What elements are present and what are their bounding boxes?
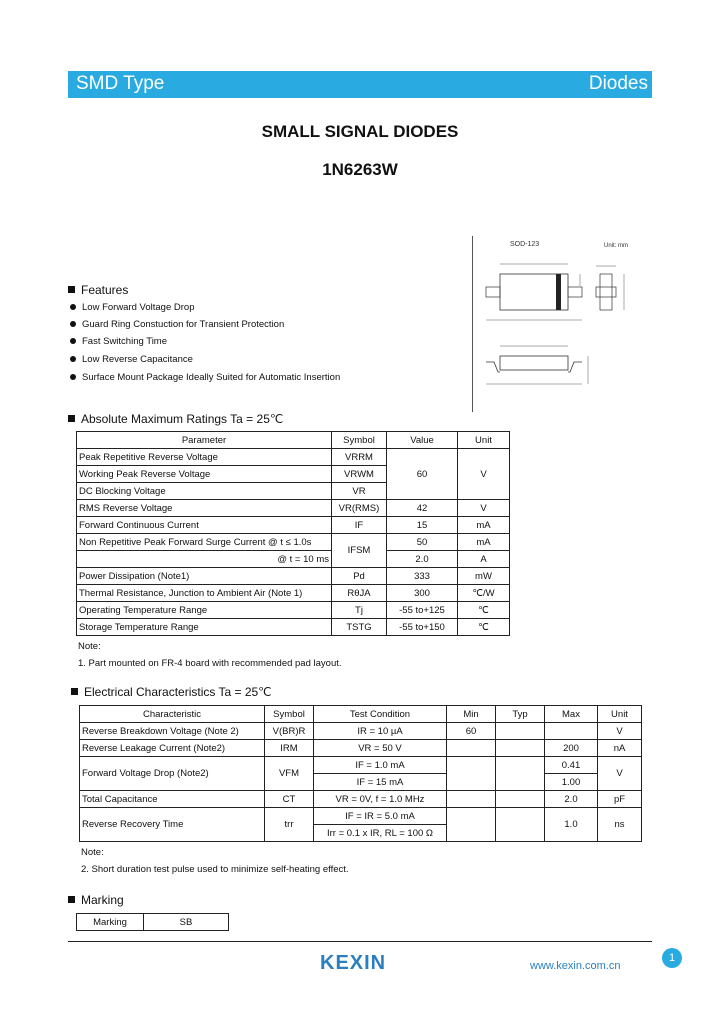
table-row: RMS Reverse Voltage VR(RMS) 42 V xyxy=(77,500,510,517)
col-symbol: Symbol xyxy=(265,706,314,723)
note-label: Note: xyxy=(81,847,104,858)
feature-item: Guard Ring Constuction for Transient Protection xyxy=(70,319,284,330)
table-row: Non Repetitive Peak Forward Surge Current @ t ≤ 1.0s IFSM 50 mA xyxy=(77,534,510,551)
table-row: Reverse Recovery Time trr IF = IR = 5.0 mA 1.0 ns xyxy=(80,808,642,825)
table-row: Thermal Resistance, Junction to Ambient Air (Note 1) RθJA 300 ℃/W xyxy=(77,585,510,602)
col-unit: Unit xyxy=(458,432,510,449)
header-bar xyxy=(68,71,652,98)
kexin-logo: KEXIN xyxy=(320,952,387,974)
bullet-square-icon xyxy=(68,415,75,422)
table-row: Power Dissipation (Note1) Pd 333 mW xyxy=(77,568,510,585)
table-header-row xyxy=(80,706,642,723)
bullet-square-icon xyxy=(71,688,78,695)
table-row: DC Blocking Voltage VR xyxy=(77,483,510,500)
package-units: Unit: mm xyxy=(604,243,628,249)
page-number: 1 xyxy=(662,948,682,968)
note-2: 2. Short duration test pulse used to minimize self-heating effect. xyxy=(81,864,349,875)
table-row: Peak Repetitive Reverse Voltage VRRM 60 V xyxy=(77,449,510,466)
table-row: Reverse Leakage Current (Note2) IRM VR = 50 V 200 nA xyxy=(80,740,642,757)
feature-item: Surface Mount Package Ideally Suited for Automatic Insertion xyxy=(70,372,340,383)
bullet-square-icon xyxy=(68,286,75,293)
feature-item: Fast Switching Time xyxy=(70,336,167,347)
table-row: Reverse Breakdown Voltage (Note 2) V(BR)R IR = 10 µA 60 V xyxy=(80,723,642,740)
bullet-dot-icon xyxy=(70,338,76,344)
drawing-divider xyxy=(472,236,473,412)
bullet-dot-icon xyxy=(70,374,76,380)
table-row: Storage Temperature Range TSTG -55 to+150 ℃ xyxy=(77,619,510,636)
table-row: Marking SB xyxy=(77,914,229,931)
bullet-dot-icon xyxy=(70,356,76,362)
table-row: Forward Continuous Current IF 15 mA xyxy=(77,517,510,534)
col-symbol: Symbol xyxy=(332,432,387,449)
table-row: Irr = 0.1 x IR, RL = 100 Ω xyxy=(80,825,642,842)
features-heading: Features xyxy=(68,283,128,297)
col-parameter: Parameter xyxy=(77,432,332,449)
footer-divider xyxy=(68,941,652,942)
header-type: Diodes xyxy=(588,73,648,94)
col-unit: Unit xyxy=(598,706,642,723)
col-max: Max xyxy=(545,706,598,723)
part-number: 1N6263W xyxy=(322,160,398,179)
header-category: SMD Type xyxy=(76,73,165,94)
table-row: Working Peak Reverse Voltage VRWM xyxy=(77,466,510,483)
abs-max-heading: Absolute Maximum Ratings Ta = 25℃ xyxy=(68,412,283,426)
feature-item: Low Reverse Capacitance xyxy=(70,354,193,365)
marking-table xyxy=(76,913,229,931)
package-drawing xyxy=(476,234,652,412)
table-row: @ t = 10 ms 2.0 A xyxy=(77,551,510,568)
bullet-dot-icon xyxy=(70,304,76,310)
feature-item: Low Forward Voltage Drop xyxy=(70,302,194,313)
col-typ: Typ xyxy=(496,706,545,723)
document-title: SMALL SIGNAL DIODES xyxy=(261,122,459,141)
table-row: Operating Temperature Range Tj -55 to+125 ℃ xyxy=(77,602,510,619)
col-test-condition: Test Condition xyxy=(314,706,447,723)
elec-heading: Electrical Characteristics Ta = 25℃ xyxy=(71,685,272,699)
col-characteristic: Characteristic xyxy=(80,706,265,723)
table-row: Forward Voltage Drop (Note2) VFM IF = 1.0 mA 0.41 V xyxy=(80,757,642,774)
col-value: Value xyxy=(387,432,458,449)
table-row: IF = 15 mA 1.00 xyxy=(80,774,642,791)
abs-max-table xyxy=(76,431,510,636)
col-min: Min xyxy=(447,706,496,723)
bullet-dot-icon xyxy=(70,321,76,327)
table-header-row xyxy=(77,432,510,449)
website-link[interactable]: www.kexin.com.cn xyxy=(530,960,621,972)
table-row: Total Capacitance CT VR = 0V, f = 1.0 MHz 2.0 pF xyxy=(80,791,642,808)
bullet-square-icon xyxy=(68,896,75,903)
note-label: Note: xyxy=(78,641,101,652)
marking-heading: Marking xyxy=(68,893,124,907)
electrical-table xyxy=(79,705,642,842)
package-name: SOD-123 xyxy=(510,241,540,248)
note-1: 1. Part mounted on FR-4 board with recommended pad layout. xyxy=(78,658,342,669)
